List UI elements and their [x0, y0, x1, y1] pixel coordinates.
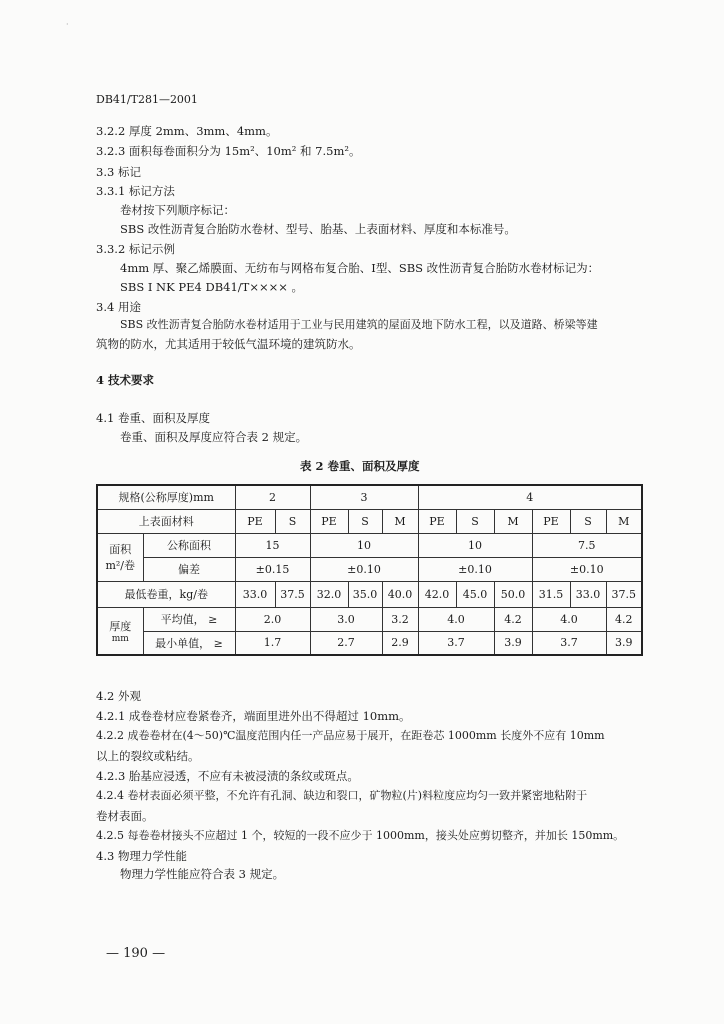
surface-cell: PE: [310, 509, 348, 533]
heading-4-1: 4.1 卷重、面积及厚度: [96, 411, 210, 425]
clause-4-2-2a: 4.2.2 成卷卷材在(4～50)℃温度范围内任一产品应易于展开，在距卷芯 1000mm 长度外不应有 10mm: [96, 729, 605, 742]
weight-cell: 35.0: [348, 581, 382, 607]
document-code: DB41/T281—2001: [96, 93, 198, 106]
surface-cell: M: [494, 509, 532, 533]
clause-3-2-3: 3.2.3 面积每卷面积分为 15m²、10m² 和 7.5m²。: [96, 144, 361, 158]
nominal-cell: 15: [235, 533, 310, 557]
spec-table: [96, 484, 643, 656]
heading-3-3-2: 3.3.2 标记示例: [96, 242, 175, 256]
min-cell: 3.9: [494, 631, 532, 655]
scan-mark: ·: [66, 20, 69, 29]
nominal-cell: 10: [310, 533, 418, 557]
avg-label: 平均值， ≥: [143, 607, 235, 631]
weight-cell: 32.0: [310, 581, 348, 607]
heading-3-3: 3.3 标记: [96, 165, 141, 179]
min-label: 最小单值， ≥: [143, 631, 235, 655]
clause-4-2-4b: 卷材表面。: [96, 809, 154, 823]
avg-cell: 4.2: [494, 607, 532, 631]
min-cell: 1.7: [235, 631, 310, 655]
min-cell: 2.7: [310, 631, 382, 655]
deviation-cell: ±0.15: [235, 557, 310, 581]
thickness-3: 3: [310, 485, 418, 509]
heading-4-3: 4.3 物理力学性能: [96, 849, 187, 863]
text-4-3: 物理力学性能应符合表 3 规定。: [120, 867, 285, 881]
table-row: [97, 607, 642, 631]
text-3-3-1b: SBS 改性沥青复合胎防水卷材、型号、胎基、上表面材料、厚度和本标准号。: [120, 222, 516, 236]
deviation-cell: ±0.10: [310, 557, 418, 581]
surface-label: 上表面材料: [97, 509, 235, 533]
area-label-cell: [97, 533, 143, 581]
surface-cell: PE: [418, 509, 456, 533]
thick-unit: mm: [111, 633, 129, 644]
surface-cell: PE: [235, 509, 275, 533]
surface-cell: PE: [532, 509, 570, 533]
table-row: [97, 485, 642, 509]
table-row: [97, 631, 642, 655]
weight-cell: 45.0: [456, 581, 494, 607]
weight-cell: 50.0: [494, 581, 532, 607]
surface-cell: S: [456, 509, 494, 533]
min-cell: 3.7: [532, 631, 606, 655]
surface-cell: M: [606, 509, 642, 533]
page-number: — 190 —: [106, 946, 166, 961]
surface-cell: S: [275, 509, 310, 533]
text-4-1: 卷重、面积及厚度应符合表 2 规定。: [120, 430, 308, 444]
thickness-2: 2: [235, 485, 310, 509]
text-3-4a: SBS 改性沥青复合胎防水卷材适用于工业与民用建筑的屋面及地下防水工程，以及道路、桥梁等建: [120, 318, 598, 331]
text-3-3-2a: 4mm 厚、聚乙烯膜面、无纺布与网格布复合胎、Ⅰ型、SBS 改性沥青复合胎防水卷材标记为：: [120, 261, 600, 275]
heading-4: 4 技术要求: [96, 373, 155, 387]
min-weight-label: 最低卷重，kg/卷: [97, 581, 235, 607]
table-title: 表 2 卷重、面积及厚度: [300, 459, 420, 473]
table-row: [97, 509, 642, 533]
surface-cell: S: [570, 509, 606, 533]
deviation-label: 偏差: [143, 557, 235, 581]
min-cell: 2.9: [382, 631, 418, 655]
area-label: 面积: [109, 543, 132, 556]
surface-cell: M: [382, 509, 418, 533]
weight-cell: 40.0: [382, 581, 418, 607]
weight-cell: 37.5: [606, 581, 642, 607]
thickness-4: 4: [418, 485, 642, 509]
clause-4-2-2b: 以上的裂纹或粘结。: [96, 749, 200, 763]
clause-4-2-1: 4.2.1 成卷卷材应卷紧卷齐，端面里进外出不得超过 10mm。: [96, 709, 411, 723]
text-3-3-1a: 卷材按下列顺序标记：: [120, 203, 235, 217]
heading-3-4: 3.4 用途: [96, 300, 141, 314]
weight-cell: 37.5: [275, 581, 310, 607]
heading-3-3-1: 3.3.1 标记方法: [96, 184, 175, 198]
min-cell: 3.7: [418, 631, 494, 655]
weight-cell: 33.0: [570, 581, 606, 607]
table-row: [97, 533, 642, 557]
avg-cell: 2.0: [235, 607, 310, 631]
heading-4-2: 4.2 外观: [96, 689, 141, 703]
min-cell: 3.9: [606, 631, 642, 655]
text-3-4b: 筑物的防水，尤其适用于较低气温环境的建筑防水。: [96, 337, 361, 351]
clause-4-2-3: 4.2.3 胎基应浸透，不应有未被浸渍的条纹或斑点。: [96, 769, 359, 783]
thick-label-cell: [97, 607, 143, 655]
nominal-label: 公称面积: [143, 533, 235, 557]
table-row: [97, 581, 642, 607]
nominal-cell: 10: [418, 533, 532, 557]
deviation-cell: ±0.10: [532, 557, 642, 581]
text-3-3-2b: SBS Ⅰ NK PE4 DB41/T×××× 。: [120, 280, 304, 294]
table-row: [97, 557, 642, 581]
weight-cell: 42.0: [418, 581, 456, 607]
weight-cell: 31.5: [532, 581, 570, 607]
spec-label: 规格(公称厚度)mm: [97, 485, 235, 509]
area-unit: m²/卷: [105, 559, 136, 572]
deviation-cell: ±0.10: [418, 557, 532, 581]
clause-4-2-4a: 4.2.4 卷材表面必须平整，不允许有孔洞、缺边和裂口，矿物粒(片)料粒度应均匀一致并紧密地粘附于: [96, 789, 588, 802]
weight-cell: 33.0: [235, 581, 275, 607]
avg-cell: 4.0: [418, 607, 494, 631]
thick-label: 厚度: [109, 619, 132, 633]
avg-cell: 3.2: [382, 607, 418, 631]
surface-cell: S: [348, 509, 382, 533]
clause-4-2-5: 4.2.5 每卷卷材接头不应超过 1 个，较短的一段不应少于 1000mm，接头处应剪切整齐，并加长 150mm。: [96, 829, 625, 842]
avg-cell: 4.0: [532, 607, 606, 631]
nominal-cell: 7.5: [532, 533, 642, 557]
clause-3-2-2: 3.2.2 厚度 2mm、3mm、4mm。: [96, 124, 278, 138]
avg-cell: 4.2: [606, 607, 642, 631]
avg-cell: 3.0: [310, 607, 382, 631]
